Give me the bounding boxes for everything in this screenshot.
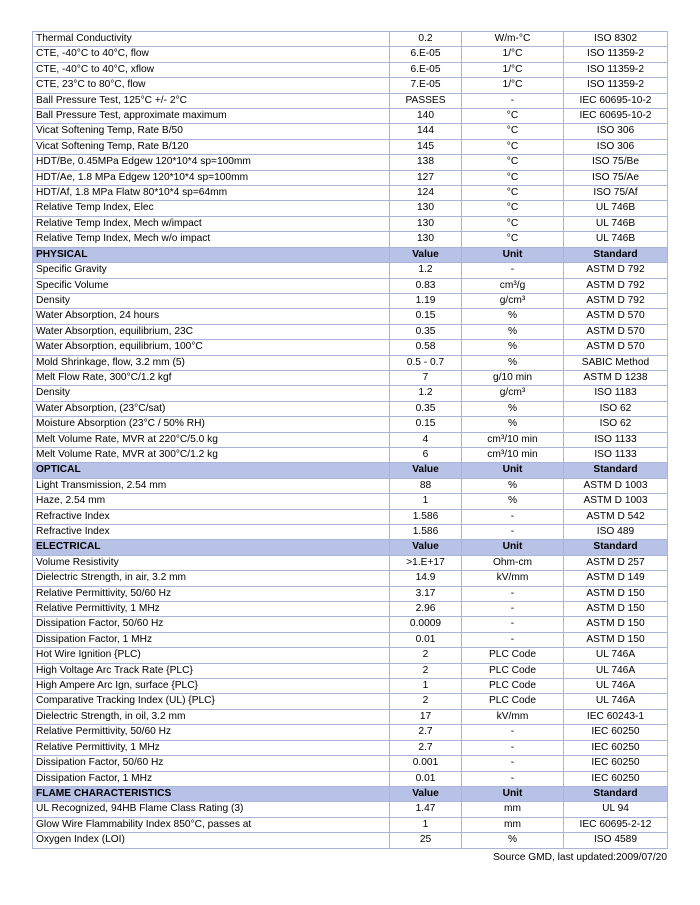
table-row [33, 109, 668, 124]
value-cell: 88 [390, 478, 462, 493]
unit-cell: - [462, 93, 564, 108]
unit-cell: PLC Code [462, 663, 564, 678]
unit-cell: cm³/10 min [462, 447, 564, 462]
standard-cell: ISO 11359-2 [564, 62, 668, 77]
unit-cell: PLC Code [462, 694, 564, 709]
value-cell: 1 [390, 679, 462, 694]
section-value-cell: Value [390, 463, 462, 478]
standard-cell: ISO 75/Ae [564, 170, 668, 185]
value-cell: 2 [390, 694, 462, 709]
table-row [33, 355, 668, 370]
property-cell: High Voltage Arc Track Rate {PLC} [33, 663, 390, 678]
table-row [33, 170, 668, 185]
value-cell: 145 [390, 139, 462, 154]
property-cell: UL Recognized, 94HB Flame Class Rating (3) [33, 802, 390, 817]
table-row [33, 725, 668, 740]
standard-cell: IEC 60695-2-12 [564, 817, 668, 832]
source-note: Source GMD, last updated:2009/07/20 [493, 852, 667, 863]
value-cell: 2.96 [390, 602, 462, 617]
value-cell: 2.7 [390, 725, 462, 740]
standard-cell: ASTM D 1003 [564, 478, 668, 493]
property-cell: HDT/Af, 1.8 MPa Flatw 80*10*4 sp=64mm [33, 186, 390, 201]
standard-cell: SABIC Method [564, 355, 668, 370]
table-row [33, 93, 668, 108]
value-cell: 0.001 [390, 756, 462, 771]
properties-table [32, 31, 668, 849]
table-row [33, 571, 668, 586]
standard-cell: UL 746B [564, 216, 668, 231]
section-property-cell: PHYSICAL [33, 247, 390, 262]
property-cell: Relative Permittivity, 50/60 Hz [33, 725, 390, 740]
value-cell: 2 [390, 648, 462, 663]
unit-cell: Ohm-cm [462, 555, 564, 570]
unit-cell: - [462, 602, 564, 617]
section-property-cell: FLAME CHARACTERISTICS [33, 786, 390, 801]
properties-sheet [32, 31, 667, 849]
property-cell: Water Absorption, equilibrium, 23C [33, 324, 390, 339]
table-row [33, 340, 668, 355]
section-unit-cell: Unit [462, 786, 564, 801]
property-cell: Water Absorption, (23°C/sat) [33, 401, 390, 416]
standard-cell: ASTM D 150 [564, 632, 668, 647]
value-cell: 0.15 [390, 417, 462, 432]
standard-cell: ISO 75/Af [564, 186, 668, 201]
value-cell: 130 [390, 216, 462, 231]
property-cell: Ball Pressure Test, 125°C +/- 2°C [33, 93, 390, 108]
property-cell: Glow Wire Flammability Index 850°C, passes at [33, 817, 390, 832]
section-standard-cell: Standard [564, 540, 668, 555]
table-row [33, 324, 668, 339]
property-cell: Relative Permittivity, 1 MHz [33, 602, 390, 617]
property-cell: Comparative Tracking Index (UL) {PLC} [33, 694, 390, 709]
standard-cell: ISO 62 [564, 401, 668, 416]
value-cell: 140 [390, 109, 462, 124]
value-cell: 127 [390, 170, 462, 185]
unit-cell: % [462, 324, 564, 339]
value-cell: 1.47 [390, 802, 462, 817]
unit-cell: - [462, 525, 564, 540]
value-cell: 7 [390, 370, 462, 385]
unit-cell: kV/mm [462, 571, 564, 586]
table-row [33, 648, 668, 663]
standard-cell: ASTM D 792 [564, 293, 668, 308]
standard-cell: ASTM D 570 [564, 324, 668, 339]
standard-cell: ISO 8302 [564, 32, 668, 47]
property-cell: Refractive Index [33, 509, 390, 524]
value-cell: 0.01 [390, 771, 462, 786]
value-cell: 25 [390, 833, 462, 848]
unit-cell: °C [462, 124, 564, 139]
property-cell: Mold Shrinkage, flow, 3.2 mm (5) [33, 355, 390, 370]
value-cell: 1.19 [390, 293, 462, 308]
property-cell: Ball Pressure Test, approximate maximum [33, 109, 390, 124]
value-cell: 1 [390, 494, 462, 509]
standard-cell: ASTM D 570 [564, 340, 668, 355]
table-row [33, 632, 668, 647]
property-cell: CTE, 23°C to 80°C, flow [33, 78, 390, 93]
unit-cell: g/cm³ [462, 293, 564, 308]
standard-cell: UL 94 [564, 802, 668, 817]
standard-cell: UL 746A [564, 648, 668, 663]
property-cell: Dissipation Factor, 50/60 Hz [33, 617, 390, 632]
standard-cell: IEC 60250 [564, 756, 668, 771]
property-cell: Haze, 2.54 mm [33, 494, 390, 509]
unit-cell: cm³/g [462, 278, 564, 293]
property-cell: Oxygen Index (LOI) [33, 833, 390, 848]
unit-cell: °C [462, 155, 564, 170]
property-cell: Light Transmission, 2.54 mm [33, 478, 390, 493]
value-cell: 0.01 [390, 632, 462, 647]
value-cell: 130 [390, 201, 462, 216]
standard-cell: ISO 11359-2 [564, 47, 668, 62]
value-cell: 1.2 [390, 263, 462, 278]
standard-cell: UL 746A [564, 679, 668, 694]
unit-cell: - [462, 756, 564, 771]
unit-cell: °C [462, 109, 564, 124]
property-cell: Refractive Index [33, 525, 390, 540]
property-cell: Dielectric Strength, in oil, 3.2 mm [33, 709, 390, 724]
value-cell: 0.35 [390, 324, 462, 339]
table-row [33, 278, 668, 293]
property-cell: Relative Temp Index, Elec [33, 201, 390, 216]
table-row [33, 47, 668, 62]
section-unit-cell: Unit [462, 463, 564, 478]
unit-cell: °C [462, 216, 564, 231]
value-cell: 124 [390, 186, 462, 201]
table-row [33, 78, 668, 93]
value-cell: 7.E-05 [390, 78, 462, 93]
unit-cell: °C [462, 186, 564, 201]
value-cell: 0.5 - 0.7 [390, 355, 462, 370]
table-row [33, 32, 668, 47]
property-cell: Relative Permittivity, 1 MHz [33, 740, 390, 755]
standard-cell: ASTM D 1238 [564, 370, 668, 385]
value-cell: 4 [390, 432, 462, 447]
table-row [33, 617, 668, 632]
property-cell: Specific Volume [33, 278, 390, 293]
table-row [33, 432, 668, 447]
unit-cell: % [462, 355, 564, 370]
table-row [33, 663, 668, 678]
property-cell: Relative Permittivity, 50/60 Hz [33, 586, 390, 601]
table-row [33, 124, 668, 139]
standard-cell: ASTM D 1003 [564, 494, 668, 509]
standard-cell: IEC 60695-10-2 [564, 109, 668, 124]
property-cell: Relative Temp Index, Mech w/o impact [33, 232, 390, 247]
table-row [33, 263, 668, 278]
table-row [33, 293, 668, 308]
value-cell: 3.17 [390, 586, 462, 601]
value-cell: 1.586 [390, 509, 462, 524]
standard-cell: IEC 60695-10-2 [564, 93, 668, 108]
property-cell: Dissipation Factor, 1 MHz [33, 632, 390, 647]
value-cell: 0.83 [390, 278, 462, 293]
standard-cell: ASTM D 150 [564, 617, 668, 632]
section-header-row [33, 786, 668, 801]
table-row [33, 817, 668, 832]
unit-cell: 1/°C [462, 47, 564, 62]
properties-table-body [33, 32, 668, 849]
table-row [33, 139, 668, 154]
property-cell: Dissipation Factor, 50/60 Hz [33, 756, 390, 771]
unit-cell: W/m-°C [462, 32, 564, 47]
standard-cell: ASTM D 149 [564, 571, 668, 586]
value-cell: 1.586 [390, 525, 462, 540]
unit-cell: g/10 min [462, 370, 564, 385]
unit-cell: - [462, 632, 564, 647]
section-header-row [33, 540, 668, 555]
section-property-cell: ELECTRICAL [33, 540, 390, 555]
table-row [33, 802, 668, 817]
unit-cell: 1/°C [462, 62, 564, 77]
value-cell: 0.2 [390, 32, 462, 47]
table-row [33, 771, 668, 786]
value-cell: 138 [390, 155, 462, 170]
table-row [33, 232, 668, 247]
table-row [33, 401, 668, 416]
standard-cell: ISO 75/Be [564, 155, 668, 170]
unit-cell: - [462, 263, 564, 278]
value-cell: 130 [390, 232, 462, 247]
standard-cell: IEC 60250 [564, 740, 668, 755]
value-cell: >1.E+17 [390, 555, 462, 570]
table-row [33, 386, 668, 401]
property-cell: Density [33, 386, 390, 401]
unit-cell: - [462, 509, 564, 524]
standard-cell: ASTM D 792 [564, 263, 668, 278]
unit-cell: % [462, 494, 564, 509]
unit-cell: kV/mm [462, 709, 564, 724]
unit-cell: % [462, 309, 564, 324]
standard-cell: UL 746A [564, 694, 668, 709]
property-cell: Thermal Conductivity [33, 32, 390, 47]
property-cell: Dielectric Strength, in air, 3.2 mm [33, 571, 390, 586]
table-row [33, 309, 668, 324]
table-row [33, 525, 668, 540]
unit-cell: 1/°C [462, 78, 564, 93]
unit-cell: °C [462, 201, 564, 216]
unit-cell: °C [462, 139, 564, 154]
standard-cell: ISO 11359-2 [564, 78, 668, 93]
standard-cell: ASTM D 570 [564, 309, 668, 324]
unit-cell: - [462, 771, 564, 786]
section-value-cell: Value [390, 786, 462, 801]
property-cell: Dissipation Factor, 1 MHz [33, 771, 390, 786]
unit-cell: mm [462, 802, 564, 817]
unit-cell: % [462, 340, 564, 355]
table-row [33, 494, 668, 509]
table-row [33, 740, 668, 755]
section-standard-cell: Standard [564, 247, 668, 262]
standard-cell: IEC 60243-1 [564, 709, 668, 724]
standard-cell: IEC 60250 [564, 725, 668, 740]
standard-cell: ISO 1183 [564, 386, 668, 401]
unit-cell: mm [462, 817, 564, 832]
unit-cell: - [462, 617, 564, 632]
unit-cell: - [462, 740, 564, 755]
section-header-row [33, 247, 668, 262]
unit-cell: PLC Code [462, 648, 564, 663]
property-cell: Melt Flow Rate, 300°C/1.2 kgf [33, 370, 390, 385]
section-value-cell: Value [390, 247, 462, 262]
table-row [33, 756, 668, 771]
property-cell: Water Absorption, 24 hours [33, 309, 390, 324]
standard-cell: ASTM D 542 [564, 509, 668, 524]
table-row [33, 586, 668, 601]
table-row [33, 709, 668, 724]
property-cell: High Ampere Arc Ign, surface {PLC} [33, 679, 390, 694]
section-unit-cell: Unit [462, 247, 564, 262]
unit-cell: cm³/10 min [462, 432, 564, 447]
table-row [33, 370, 668, 385]
value-cell: 2.7 [390, 740, 462, 755]
section-value-cell: Value [390, 540, 462, 555]
table-row [33, 201, 668, 216]
property-cell: CTE, -40°C to 40°C, xflow [33, 62, 390, 77]
table-row [33, 478, 668, 493]
unit-cell: PLC Code [462, 679, 564, 694]
property-cell: Vicat Softening Temp, Rate B/50 [33, 124, 390, 139]
standard-cell: IEC 60250 [564, 771, 668, 786]
standard-cell: UL 746B [564, 232, 668, 247]
table-row [33, 186, 668, 201]
property-cell: HDT/Be, 0.45MPa Edgew 120*10*4 sp=100mm [33, 155, 390, 170]
standard-cell: ISO 4589 [564, 833, 668, 848]
section-header-row [33, 463, 668, 478]
standard-cell: ASTM D 257 [564, 555, 668, 570]
section-standard-cell: Standard [564, 786, 668, 801]
value-cell: 0.0009 [390, 617, 462, 632]
standard-cell: ASTM D 150 [564, 586, 668, 601]
value-cell: 2 [390, 663, 462, 678]
unit-cell: % [462, 478, 564, 493]
property-cell: Density [33, 293, 390, 308]
unit-cell: °C [462, 170, 564, 185]
section-standard-cell: Standard [564, 463, 668, 478]
property-cell: Moisture Absorption (23°C / 50% RH) [33, 417, 390, 432]
property-cell: Volume Resistivity [33, 555, 390, 570]
value-cell: 6.E-05 [390, 62, 462, 77]
table-row [33, 447, 668, 462]
unit-cell: % [462, 417, 564, 432]
standard-cell: ASTM D 792 [564, 278, 668, 293]
value-cell: 6 [390, 447, 462, 462]
property-cell: HDT/Ae, 1.8 MPa Edgew 120*10*4 sp=100mm [33, 170, 390, 185]
table-row [33, 417, 668, 432]
table-row [33, 62, 668, 77]
property-cell: Hot Wire Ignition {PLC) [33, 648, 390, 663]
property-cell: Specific Gravity [33, 263, 390, 278]
table-row [33, 694, 668, 709]
table-row [33, 602, 668, 617]
section-unit-cell: Unit [462, 540, 564, 555]
unit-cell: % [462, 401, 564, 416]
standard-cell: UL 746B [564, 201, 668, 216]
standard-cell: ASTM D 150 [564, 602, 668, 617]
value-cell: 1.2 [390, 386, 462, 401]
property-cell: Melt Volume Rate, MVR at 300°C/1.2 kg [33, 447, 390, 462]
value-cell: 17 [390, 709, 462, 724]
table-row [33, 833, 668, 848]
value-cell: 6.E-05 [390, 47, 462, 62]
table-row [33, 216, 668, 231]
value-cell: 0.58 [390, 340, 462, 355]
value-cell: PASSES [390, 93, 462, 108]
table-row [33, 555, 668, 570]
value-cell: 0.35 [390, 401, 462, 416]
table-row [33, 509, 668, 524]
unit-cell: - [462, 725, 564, 740]
standard-cell: UL 746A [564, 663, 668, 678]
standard-cell: ISO 306 [564, 139, 668, 154]
standard-cell: ISO 1133 [564, 432, 668, 447]
value-cell: 144 [390, 124, 462, 139]
unit-cell: - [462, 586, 564, 601]
value-cell: 14.9 [390, 571, 462, 586]
standard-cell: ISO 1133 [564, 447, 668, 462]
section-property-cell: OPTICAL [33, 463, 390, 478]
value-cell: 0.15 [390, 309, 462, 324]
property-cell: Relative Temp Index, Mech w/impact [33, 216, 390, 231]
standard-cell: ISO 489 [564, 525, 668, 540]
property-cell: CTE, -40°C to 40°C, flow [33, 47, 390, 62]
property-cell: Melt Volume Rate, MVR at 220°C/5.0 kg [33, 432, 390, 447]
unit-cell: g/cm³ [462, 386, 564, 401]
unit-cell: % [462, 833, 564, 848]
table-row [33, 679, 668, 694]
property-cell: Water Absorption, equilibrium, 100°C [33, 340, 390, 355]
standard-cell: ISO 62 [564, 417, 668, 432]
table-row [33, 155, 668, 170]
unit-cell: °C [462, 232, 564, 247]
standard-cell: ISO 306 [564, 124, 668, 139]
property-cell: Vicat Softening Temp, Rate B/120 [33, 139, 390, 154]
value-cell: 1 [390, 817, 462, 832]
